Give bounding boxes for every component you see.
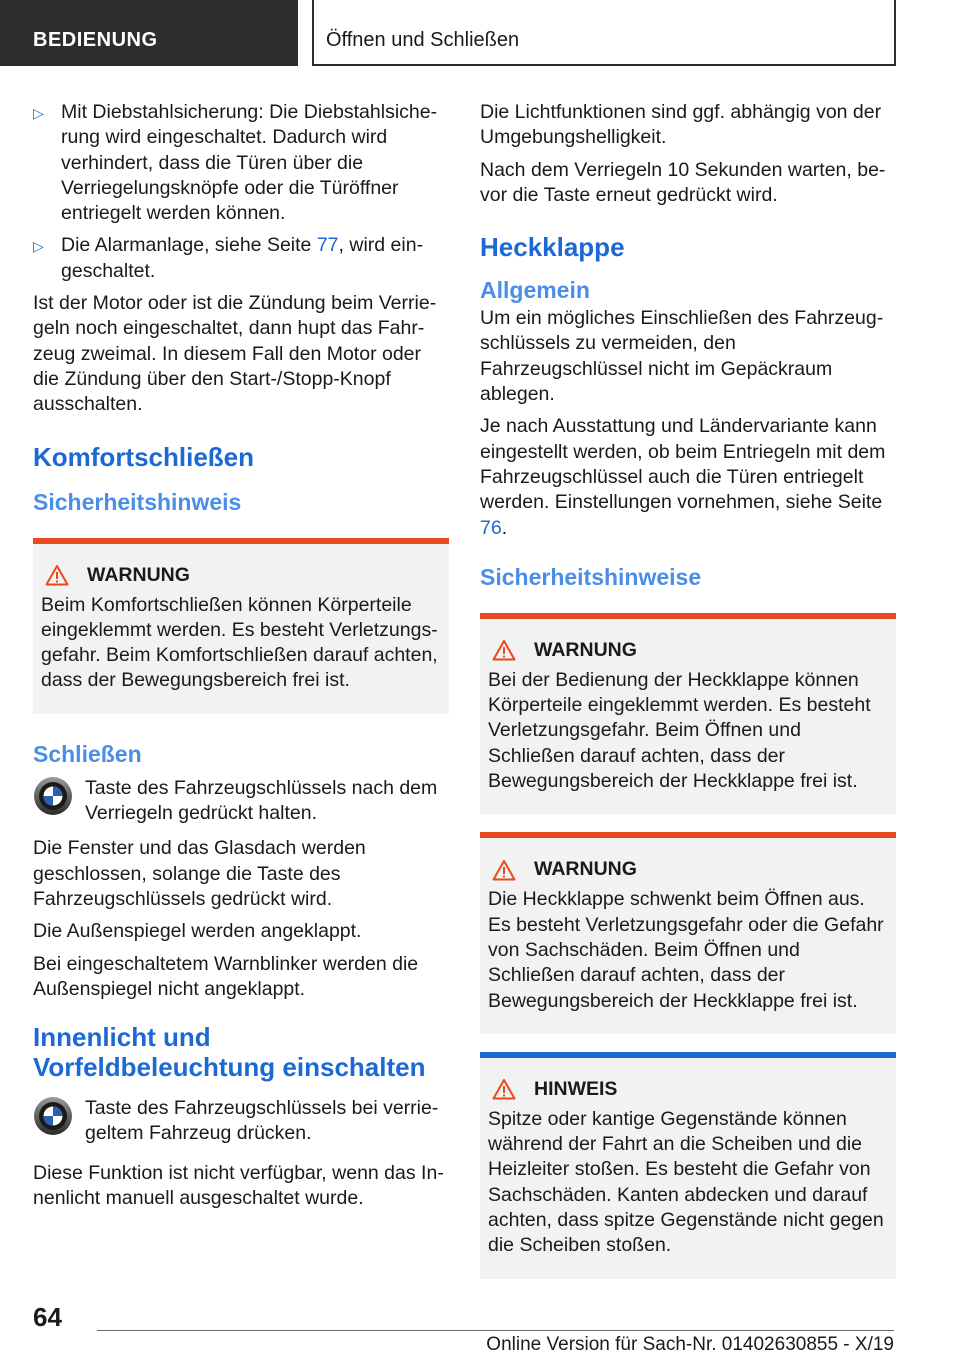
warning-header (488, 639, 888, 662)
hint-box (480, 1052, 896, 1279)
paragraph-funktion: Diese Funktion ist nicht verfügbar, wenn das Innenlicht manuell ausgeschaltet wurde. (33, 1161, 444, 1210)
paragraph-warten: Nach dem Verriegeln 10 Sekunden warten, bevor die Taste erneut gedrückt wird. (480, 158, 886, 206)
warning-box (480, 613, 896, 814)
warning-title: WARNUNG (534, 638, 637, 661)
warning-text: Die Heckklappe schwenkt beim Öffnen aus. Es besteht Verletzungsgefahr oder die Gefahr von Sachschäden. Beim Öffnen und Schließen darauf achten, dass der Bewegungsbereich der Heckklappe frei ist. (488, 888, 884, 1012)
triangle-right-icon: ▷ (33, 105, 44, 121)
bullet-list (33, 100, 449, 284)
warning-box (33, 538, 449, 714)
paragraph-motor: Ist der Motor oder ist die Zündung beim Verriegeln noch eingeschaltet, dann hupt das Fahrzeug zweimal. In diesem Fall den Motor oder die Zündung über den Start-/Stopp-Knopf ausschalten. (33, 292, 437, 416)
key-text: Taste des Fahrzeugschlüssels bei verriegeltem Fahrzeug drücken. (85, 1097, 439, 1145)
triangle-right-icon: ▷ (33, 238, 44, 255)
page-reference-link[interactable]: 76 (480, 516, 502, 539)
paragraph-warnblinker: Bei eingeschaltetem Warnblinker werden die Außenspiegel nicht angeklappt. (33, 952, 419, 1000)
warning-triangle-icon (492, 859, 516, 881)
right-column (480, 100, 896, 1305)
warning-text: Beim Komfortschließen können Körperteile eingeklemmt werden. Es besteht Verletzungsgefahr. Beim Komfortschließen darauf achten, dass der Bewegungsbereich frei ist. (41, 593, 438, 692)
heading-innenlicht-line2: Vorfeldbeleuchtung einschalten (33, 1052, 426, 1083)
page-reference-link[interactable]: 77 (316, 234, 339, 257)
paragraph-ausstattung (480, 414, 896, 540)
list-item (33, 100, 449, 226)
heading-innenlicht (33, 1022, 449, 1082)
heading-komfortschliessen: Komfortschließen (33, 441, 255, 472)
warning-triangle-icon (492, 1078, 516, 1100)
heading-schliessen: Schließen (33, 740, 142, 767)
warning-triangle-icon (492, 639, 516, 661)
heading-allgemein: Allgemein (480, 277, 590, 304)
heading-sicherheitshinweis: Sicherheitshinweis (33, 488, 242, 515)
list-item (33, 233, 449, 284)
hint-text: Spitze oder kantige Gegenstände können während der Fahrt an die Scheiben und die Heizleiter stoßen. Es besteht die Gefahr von Sachschäden. Kanten abdecken und darauf achten, dass spitze Gegenstände nicht gegen die Scheiben stoßen. (488, 1107, 884, 1257)
page-number: 64 (33, 1302, 62, 1332)
heading-innenlicht-line1: Innenlicht und (33, 1022, 211, 1053)
key-instruction (33, 776, 449, 827)
paragraph-licht: Die Lichtfunktionen sind ggf. abhängig von der Umgebungshelligkeit. (480, 101, 882, 149)
warning-triangle-icon (45, 564, 69, 586)
heading-sicherheitshinweise: Sicherheitshinweise (480, 563, 702, 590)
key-text: Taste des Fahrzeugschlüssels nach dem Verriegeln gedrückt halten. (85, 776, 438, 825)
left-column (33, 100, 449, 1218)
key-instruction (33, 1096, 449, 1147)
warning-header (488, 858, 888, 881)
section-title: BEDIENUNG (0, 0, 298, 66)
warning-text: Bei der Bedienung der Heckklappe können Körperteile eingeklemmt werden. Es besteht Verletzungsgefahr. Beim Öffnen und Schließen darauf achten, dass der Bewegungsbereich der Heckklappe frei ist. (488, 668, 871, 793)
paragraph-fenster: Die Fenster und das Glasdach werden geschlossen, solange die Taste des Fahrzeugschlüssels gedrückt wird. (33, 837, 366, 910)
bmw-key-logo-icon (33, 776, 73, 816)
paragraph-spiegel: Die Außenspiegel werden angeklappt. (33, 920, 362, 943)
warning-title: WARNUNG (87, 563, 190, 586)
warning-box (480, 832, 896, 1033)
chapter-title: Öffnen und Schließen (312, 0, 896, 66)
paragraph-einschliessen: Um ein mögliches Einschließen des Fahrzeugschlüssels zu vermeiden, den Fahrzeugschlüssel nicht im Gepäckraum ablegen. (480, 307, 884, 406)
hint-header (488, 1078, 888, 1101)
page-header (0, 0, 896, 66)
warning-title: WARNUNG (534, 858, 637, 881)
paragraph-text: . (501, 516, 508, 539)
bmw-key-logo-icon (33, 1096, 73, 1136)
bullet-text: Mit Diebstahlsicherung: Die Diebstahlsicherung wird eingeschaltet. Dadurch wird verhindert, dass die Türen über die Verriegelungsknöpfe oder die Türöffner entriegelt werden können. (61, 101, 438, 225)
heading-heckklappe: Heckklappe (480, 232, 625, 263)
bullet-text-before: Die Alarmanlage, siehe Seite (61, 234, 317, 257)
warning-header (41, 564, 441, 587)
online-version-note: Online Version für Sach-Nr. 01402630855 - X/19 (486, 1334, 894, 1355)
bullet-text-after: , wird eingeschaltet. (61, 234, 424, 282)
footer-divider (97, 1330, 894, 1331)
paragraph-text: Je nach Ausstattung und Ländervariante kann eingestellt werden, ob beim Entriegeln mit dem Fahrzeugschlüssel auch die Türen entriegelt werden. Einstellungen vornehmen, siehe Seite (480, 415, 886, 514)
hint-title: HINWEIS (534, 1077, 618, 1100)
